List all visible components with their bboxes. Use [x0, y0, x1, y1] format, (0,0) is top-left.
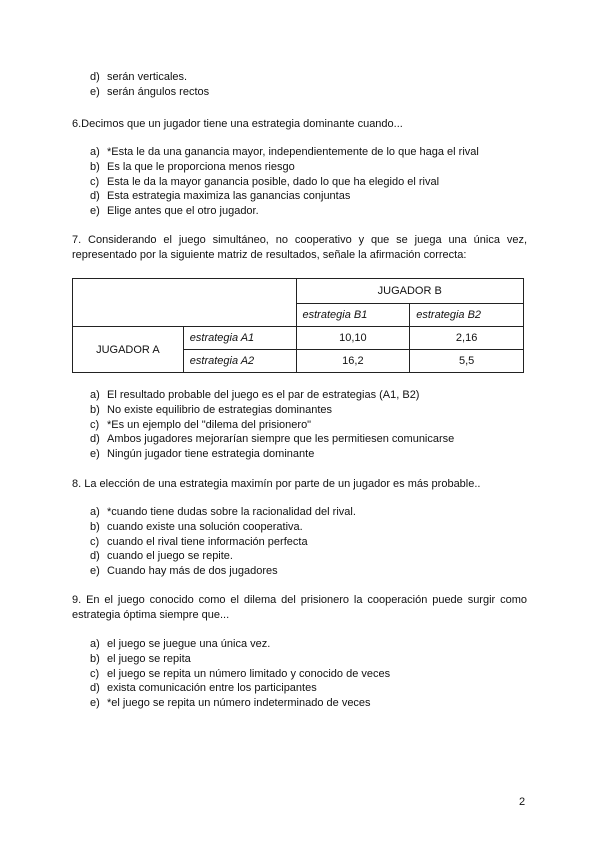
payoff-matrix: [72, 278, 524, 373]
option-d: d) Esta estrategia maximiza las ganancias conjuntas: [90, 190, 351, 203]
question-9-line-1: 9. En el juego conocido como el dilema del prisionero la cooperación puede surgir como: [72, 594, 527, 606]
question-8-stem: 8. La elección de una estrategia maximín por parte de un jugador es más probable..: [72, 478, 481, 490]
option-e: e) serán ángulos rectos: [90, 85, 210, 98]
option-a: a) *Esta le da una ganancia mayor, independientemente de lo que haga el rival: [90, 146, 479, 158]
option-e: e) Elige antes que el otro jugador.: [90, 205, 259, 218]
option-c: c) cuando el rival tiene información perfecta: [90, 535, 308, 548]
q8-options: [90, 505, 356, 579]
payoff-a1-b2: 2,16: [410, 327, 524, 350]
option-c: c) Esta le da la mayor ganancia posible, dado lo que ha elegido el rival: [90, 175, 440, 188]
q5-options: [90, 70, 209, 100]
row-header-a2: estrategia A2: [183, 350, 296, 373]
option-d: d) Ambos jugadores mejorarían siempre que les permitiesen comunicarse: [90, 433, 455, 446]
option-b: b) Es la que le proporciona menos riesgo: [90, 160, 295, 173]
q7-options: [90, 388, 454, 462]
col-header-b1: estrategia B1: [296, 304, 410, 327]
question-6-stem: 6.Decimos que un jugador tiene una estrategia dominante cuando...: [72, 118, 403, 130]
row-header-a1: estrategia A1: [183, 327, 296, 350]
option-b: b) cuando existe una solución cooperativa.: [90, 520, 303, 533]
payoff-a2-b2: 5,5: [410, 350, 524, 373]
option-d: d) exista comunicación entre los participantes: [90, 682, 317, 695]
payoff-a1-b1: 10,10: [296, 327, 410, 350]
option-a: a) el juego se juegue una única vez.: [90, 638, 271, 650]
option-e: e) *el juego se repita un número indeterminado de veces: [90, 697, 371, 710]
option-b: b) No existe equilibrio de estrategias dominantes: [90, 403, 333, 416]
q9-options: [90, 637, 390, 711]
question-7-stem: [72, 233, 527, 263]
option-c: c) el juego se repita un número limitado y conocido de veces: [90, 667, 391, 680]
question-7-line-1: 7. Considerando el juego simultáneo, no cooperativo y que se juega una única vez,: [72, 234, 527, 246]
question-9-line-2: estrategia óptima siempre que...: [72, 609, 230, 621]
player-a-header: JUGADOR A: [73, 327, 184, 373]
player-b-header: JUGADOR B: [296, 279, 524, 304]
option-d: d) serán verticales.: [90, 71, 188, 83]
question-9-stem: [72, 593, 527, 623]
option-d: d) cuando el juego se repite.: [90, 550, 233, 563]
option-a: a) *cuando tiene dudas sobre la racionalidad del rival.: [90, 506, 356, 518]
question-7-line-2: representado por la siguiente matriz de resultados, señale la afirmación correcta:: [72, 249, 467, 261]
option-e: e) Cuando hay más de dos jugadores: [90, 565, 278, 578]
col-header-b2: estrategia B2: [410, 304, 524, 327]
page-number: 2: [519, 796, 526, 808]
matrix-empty-corner: [73, 279, 297, 327]
payoff-a2-b1: 16,2: [296, 350, 410, 373]
option-c: c) *Es un ejemplo del "dilema del prisionero": [90, 418, 312, 431]
q6-options: [90, 145, 479, 219]
option-a: a) El resultado probable del juego es el par de estrategias (A1, B2): [90, 389, 420, 401]
option-e: e) Ningún jugador tiene estrategia dominante: [90, 448, 315, 461]
option-b: b) el juego se repita: [90, 652, 191, 665]
